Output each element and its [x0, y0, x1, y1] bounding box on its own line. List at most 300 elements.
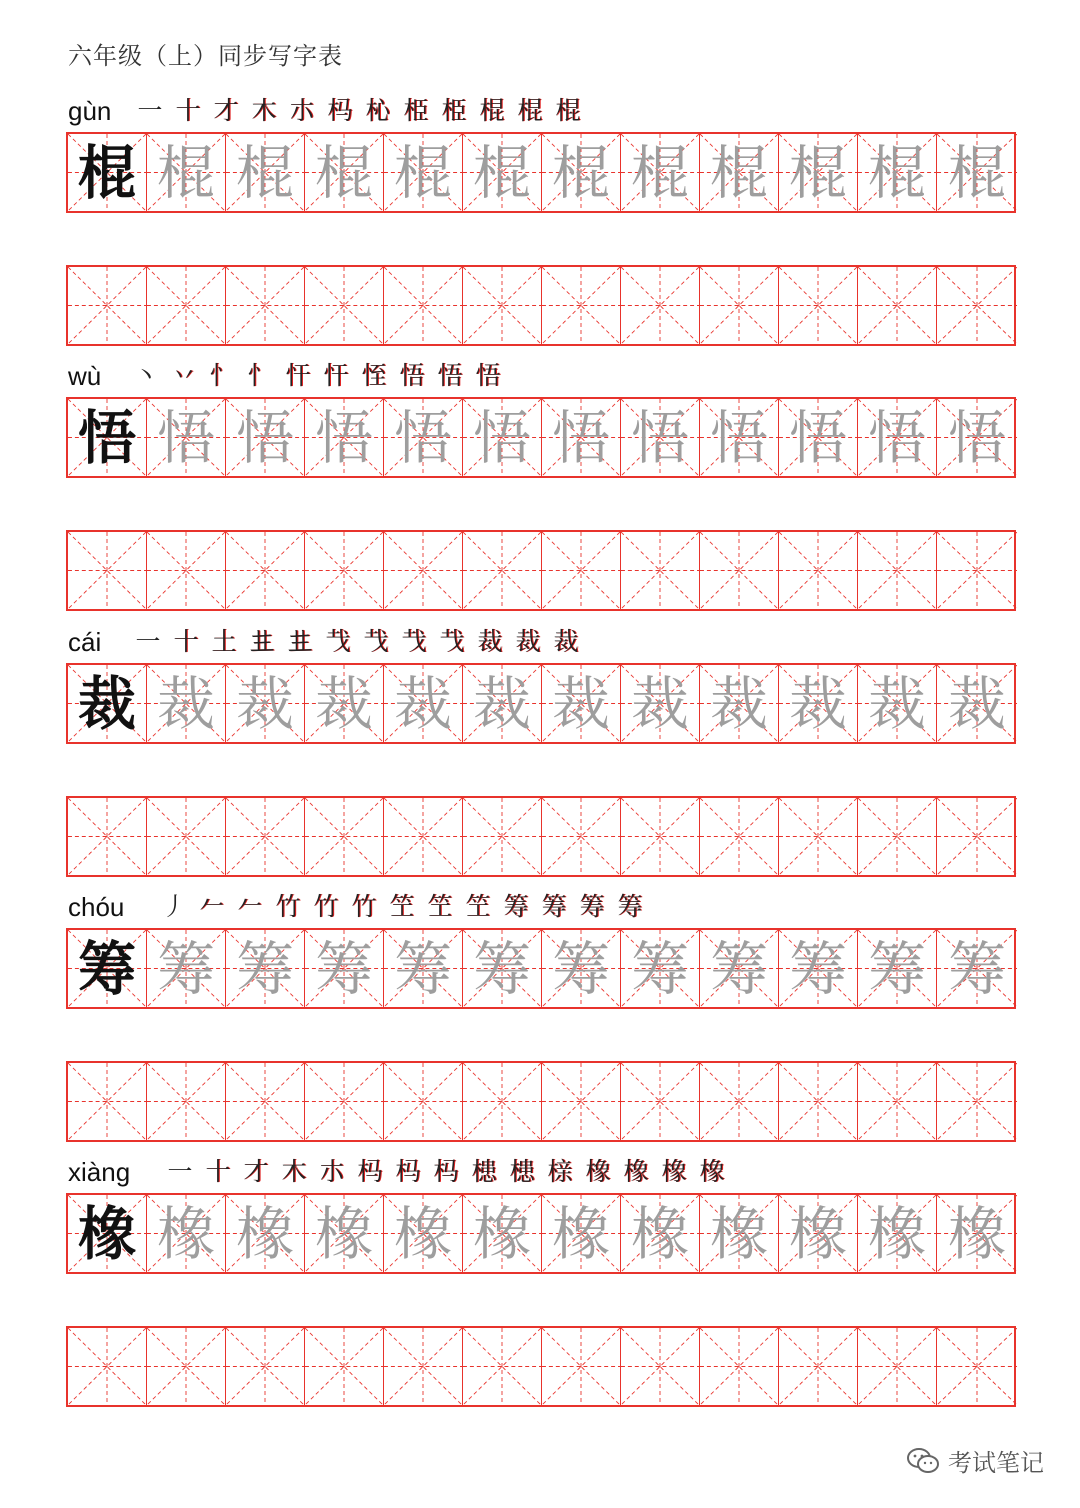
trace-cell: [621, 1195, 700, 1272]
stroke-step: 忄: [247, 361, 273, 390]
tian-grid-guides: [542, 798, 620, 875]
trace-character: 裁: [156, 669, 215, 738]
trace-character: 悟: [788, 403, 847, 472]
trace-cell: [779, 665, 858, 742]
tian-grid-guides: [542, 267, 620, 344]
stroke-order: [162, 1155, 730, 1189]
tian-grid-guides: [68, 1328, 146, 1405]
tian-grid-guides: [937, 1328, 1017, 1405]
trace-character: 橡: [551, 1199, 610, 1268]
tian-grid-guides: [858, 532, 936, 609]
blank-cell[interactable]: [858, 267, 937, 344]
stroke-step: 槵: [509, 1157, 535, 1186]
stroke-step: 忄: [209, 361, 235, 390]
stroke-step: 笁: [389, 892, 415, 921]
blank-cell[interactable]: [621, 1063, 700, 1140]
trace-cell: [621, 930, 700, 1007]
tian-grid-guides: [700, 532, 778, 609]
blank-cell[interactable]: [226, 532, 305, 609]
trace-character: 悟: [393, 403, 452, 472]
trace-character: 棍: [393, 138, 452, 207]
blank-cell[interactable]: [226, 1328, 305, 1405]
pinyin-label: xiàng: [68, 1157, 131, 1187]
blank-cell[interactable]: [937, 1328, 1017, 1405]
blank-cell[interactable]: [68, 1328, 147, 1405]
tian-grid-guides: [226, 532, 304, 609]
stroke-step: 忓: [323, 361, 349, 390]
tian-grid-guides: [147, 532, 225, 609]
blank-cell[interactable]: [779, 532, 858, 609]
trace-character: 裁: [314, 669, 373, 738]
trace-cell: [305, 1195, 384, 1272]
trace-cell: [147, 399, 226, 476]
stroke-step: 筹: [503, 892, 529, 921]
stroke-step: 一: [137, 96, 163, 125]
trace-character: 裁: [551, 669, 610, 738]
stroke-step: 棍: [517, 96, 543, 125]
model-character: 裁: [77, 669, 136, 738]
tian-grid-guides: [463, 532, 541, 609]
trace-cell: [937, 399, 1017, 476]
trace-character: 筹: [788, 934, 847, 1003]
tian-grid-guides: [937, 267, 1017, 344]
tian-grid-guides: [384, 532, 462, 609]
trace-row: [66, 1193, 1016, 1274]
trace-character: 橡: [947, 1199, 1006, 1268]
blank-cell[interactable]: [68, 798, 147, 875]
stroke-step: 朩: [289, 96, 315, 125]
stroke-step: 榇: [547, 1157, 573, 1186]
watermark-label: 考试笔记: [948, 1449, 1044, 1477]
tian-grid-guides: [226, 1063, 304, 1140]
tian-grid-guides: [621, 532, 699, 609]
trace-cell: [147, 665, 226, 742]
trace-character: 裁: [709, 669, 768, 738]
stroke-step: 笁: [465, 892, 491, 921]
trace-character: 棍: [788, 138, 847, 207]
blank-cell[interactable]: [147, 1328, 226, 1405]
blank-cell[interactable]: [226, 267, 305, 344]
trace-character: 悟: [947, 403, 1006, 472]
tian-grid-guides: [463, 1328, 541, 1405]
tian-grid-guides: [937, 1063, 1017, 1140]
tian-grid-guides: [68, 267, 146, 344]
model-cell: [68, 399, 147, 476]
trace-cell: [147, 134, 226, 211]
trace-cell: [147, 1195, 226, 1272]
tian-grid-guides: [68, 798, 146, 875]
blank-cell[interactable]: [779, 267, 858, 344]
blank-cell[interactable]: [384, 532, 463, 609]
blank-cell[interactable]: [542, 267, 621, 344]
stroke-step: 𢦏: [439, 627, 465, 656]
trace-character: 棍: [709, 138, 768, 207]
tian-grid-guides: [147, 267, 225, 344]
tian-grid-guides: [463, 1063, 541, 1140]
blank-cell[interactable]: [463, 532, 542, 609]
stroke-step: 十: [173, 627, 199, 656]
stroke-step: 槵: [471, 1157, 497, 1186]
blank-cell[interactable]: [305, 1063, 384, 1140]
trace-cell: [463, 930, 542, 1007]
trace-cell: [779, 134, 858, 211]
stroke-step: 𠂉: [199, 892, 225, 921]
stroke-order: [130, 625, 584, 659]
trace-cell: [305, 134, 384, 211]
tian-grid-guides: [463, 798, 541, 875]
stroke-step: 𠂉: [237, 892, 263, 921]
stroke-step: 忓: [285, 361, 311, 390]
trace-cell: [305, 930, 384, 1007]
blank-cell[interactable]: [621, 267, 700, 344]
pinyin-label: chóu: [68, 892, 125, 922]
trace-cell: [858, 134, 937, 211]
stroke-step: 筹: [541, 892, 567, 921]
trace-cell: [384, 1195, 463, 1272]
stroke-step: 十: [205, 1157, 231, 1186]
blank-cell[interactable]: [779, 1328, 858, 1405]
trace-cell: [226, 665, 305, 742]
trace-character: 橡: [472, 1199, 531, 1268]
pinyin-label: wù: [68, 361, 102, 391]
character-section: [66, 623, 1016, 877]
tian-grid-guides: [779, 532, 857, 609]
stroke-step: 𢦏: [325, 627, 351, 656]
practice-row: [66, 265, 1016, 346]
blank-cell[interactable]: [68, 532, 147, 609]
blank-cell[interactable]: [384, 1328, 463, 1405]
trace-character: 棍: [235, 138, 294, 207]
trace-cell: [779, 1195, 858, 1272]
blank-cell[interactable]: [700, 1328, 779, 1405]
trace-character: 橡: [156, 1199, 215, 1268]
trace-character: 悟: [630, 403, 689, 472]
trace-cell: [937, 1195, 1017, 1272]
tian-grid-guides: [147, 1328, 225, 1405]
character-header: [66, 888, 1016, 928]
trace-character: 棍: [314, 138, 373, 207]
tian-grid-guides: [68, 1063, 146, 1140]
trace-cell: [147, 930, 226, 1007]
stroke-step: 棍: [555, 96, 581, 125]
blank-cell[interactable]: [858, 798, 937, 875]
trace-character: 裁: [630, 669, 689, 738]
tian-grid-guides: [779, 1063, 857, 1140]
stroke-step: 竹: [275, 892, 301, 921]
tian-grid-guides: [858, 798, 936, 875]
stroke-step: 土: [211, 627, 237, 656]
stroke-step: 橡: [661, 1157, 687, 1186]
stroke-step: 杩: [433, 1157, 459, 1186]
character-section: [66, 357, 1016, 611]
tian-grid-guides: [542, 532, 620, 609]
stroke-step: 栕: [441, 96, 467, 125]
blank-cell[interactable]: [147, 798, 226, 875]
trace-cell: [937, 665, 1017, 742]
blank-cell[interactable]: [463, 1063, 542, 1140]
blank-cell[interactable]: [68, 1063, 147, 1140]
tian-grid-guides: [621, 1063, 699, 1140]
tian-grid-guides: [305, 798, 383, 875]
trace-cell: [226, 134, 305, 211]
stroke-step: 𢦏: [401, 627, 427, 656]
blank-cell[interactable]: [226, 798, 305, 875]
trace-character: 橡: [314, 1199, 373, 1268]
blank-cell[interactable]: [858, 1328, 937, 1405]
tian-grid-guides: [226, 798, 304, 875]
blank-cell[interactable]: [542, 1063, 621, 1140]
trace-character: 棍: [472, 138, 531, 207]
trace-character: 筹: [947, 934, 1006, 1003]
blank-cell[interactable]: [384, 798, 463, 875]
trace-cell: [384, 930, 463, 1007]
trace-cell: [226, 399, 305, 476]
blank-cell[interactable]: [147, 267, 226, 344]
blank-cell[interactable]: [542, 532, 621, 609]
tian-grid-guides: [384, 267, 462, 344]
character-section: [66, 888, 1016, 1142]
trace-cell: [463, 134, 542, 211]
trace-cell: [858, 930, 937, 1007]
trace-cell: [542, 134, 621, 211]
tian-grid-guides: [542, 1063, 620, 1140]
stroke-order: [132, 94, 586, 128]
blank-cell[interactable]: [463, 267, 542, 344]
blank-cell[interactable]: [621, 798, 700, 875]
trace-cell: [779, 930, 858, 1007]
blank-cell[interactable]: [700, 532, 779, 609]
stroke-step: 筹: [617, 892, 643, 921]
trace-cell: [463, 399, 542, 476]
tian-grid-guides: [305, 1328, 383, 1405]
practice-row: [66, 1326, 1016, 1407]
pinyin-label: gùn: [68, 96, 112, 126]
model-cell: [68, 134, 147, 211]
trace-character: 筹: [393, 934, 452, 1003]
stroke-step: 悟: [475, 361, 501, 390]
stroke-step: 才: [243, 1157, 269, 1186]
blank-cell[interactable]: [937, 798, 1017, 875]
trace-cell: [542, 399, 621, 476]
trace-cell: [700, 134, 779, 211]
blank-cell[interactable]: [621, 532, 700, 609]
stroke-step: 橡: [623, 1157, 649, 1186]
trace-character: 悟: [235, 403, 294, 472]
stroke-step: 丿: [161, 892, 187, 921]
tian-grid-guides: [305, 1063, 383, 1140]
trace-cell: [937, 134, 1017, 211]
stroke-step: 丶: [133, 361, 159, 390]
blank-cell[interactable]: [779, 798, 858, 875]
tian-grid-guides: [384, 798, 462, 875]
trace-character: 悟: [472, 403, 531, 472]
stroke-step: 一: [167, 1157, 193, 1186]
blank-cell[interactable]: [700, 267, 779, 344]
blank-cell[interactable]: [700, 1063, 779, 1140]
tian-grid-guides: [858, 1328, 936, 1405]
tian-grid-guides: [147, 798, 225, 875]
stroke-step: 木: [251, 96, 277, 125]
stroke-step: 栕: [403, 96, 429, 125]
tian-grid-guides: [858, 267, 936, 344]
tian-grid-guides: [937, 798, 1017, 875]
tian-grid-guides: [779, 1328, 857, 1405]
character-header: [66, 1153, 1016, 1193]
stroke-step: 笁: [427, 892, 453, 921]
trace-character: 悟: [867, 403, 926, 472]
stroke-step: 裁: [515, 627, 541, 656]
trace-character: 棍: [630, 138, 689, 207]
blank-cell[interactable]: [937, 1063, 1017, 1140]
stroke-step: 裁: [477, 627, 503, 656]
stroke-step: 裁: [553, 627, 579, 656]
tian-grid-guides: [147, 1063, 225, 1140]
stroke-step: 朩: [319, 1157, 345, 1186]
trace-character: 棍: [867, 138, 926, 207]
tian-grid-guides: [621, 1328, 699, 1405]
stroke-step: 橡: [585, 1157, 611, 1186]
trace-cell: [858, 1195, 937, 1272]
tian-grid-guides: [305, 267, 383, 344]
trace-cell: [700, 665, 779, 742]
blank-cell[interactable]: [700, 798, 779, 875]
stroke-step: 丷: [171, 361, 197, 390]
blank-cell[interactable]: [226, 1063, 305, 1140]
model-character: 棍: [77, 138, 136, 207]
trace-character: 筹: [314, 934, 373, 1003]
trace-cell: [463, 665, 542, 742]
trace-character: 悟: [709, 403, 768, 472]
practice-row: [66, 1061, 1016, 1142]
trace-cell: [384, 134, 463, 211]
trace-character: 棍: [947, 138, 1006, 207]
blank-cell[interactable]: [384, 1063, 463, 1140]
stroke-step: 竹: [313, 892, 339, 921]
trace-character: 橡: [630, 1199, 689, 1268]
trace-cell: [779, 399, 858, 476]
trace-cell: [463, 1195, 542, 1272]
trace-cell: [700, 930, 779, 1007]
trace-character: 棍: [156, 138, 215, 207]
trace-cell: [305, 399, 384, 476]
trace-cell: [937, 930, 1017, 1007]
stroke-step: 杩: [327, 96, 353, 125]
stroke-step: 木: [281, 1157, 307, 1186]
stroke-step: 才: [213, 96, 239, 125]
tian-grid-guides: [858, 1063, 936, 1140]
trace-character: 筹: [867, 934, 926, 1003]
trace-cell: [226, 930, 305, 1007]
stroke-step: 悟: [437, 361, 463, 390]
trace-character: 筹: [709, 934, 768, 1003]
blank-cell[interactable]: [463, 1328, 542, 1405]
stroke-step: 杩: [395, 1157, 421, 1186]
trace-character: 裁: [393, 669, 452, 738]
stroke-step: 悟: [399, 361, 425, 390]
trace-character: 裁: [235, 669, 294, 738]
model-character: 悟: [77, 403, 136, 472]
trace-cell: [384, 665, 463, 742]
blank-cell[interactable]: [542, 798, 621, 875]
stroke-step: 十: [175, 96, 201, 125]
wechat-icon: [906, 1446, 940, 1476]
stroke-step: 竹: [351, 892, 377, 921]
trace-character: 裁: [867, 669, 926, 738]
character-section: [66, 1153, 1016, 1407]
stroke-step: 𠀎: [287, 627, 313, 656]
trace-character: 筹: [472, 934, 531, 1003]
trace-character: 裁: [788, 669, 847, 738]
blank-cell[interactable]: [305, 532, 384, 609]
trace-cell: [700, 399, 779, 476]
trace-character: 筹: [630, 934, 689, 1003]
blank-cell[interactable]: [384, 267, 463, 344]
blank-cell[interactable]: [305, 1328, 384, 1405]
trace-cell: [542, 930, 621, 1007]
tian-grid-guides: [226, 1328, 304, 1405]
character-header: [66, 357, 1016, 397]
stroke-order: [156, 890, 648, 924]
pinyin-label: cái: [68, 627, 102, 657]
blank-cell[interactable]: [542, 1328, 621, 1405]
trace-row: [66, 397, 1016, 478]
tian-grid-guides: [621, 798, 699, 875]
trace-cell: [621, 399, 700, 476]
trace-character: 筹: [551, 934, 610, 1003]
stroke-step: 一: [135, 627, 161, 656]
model-character: 筹: [77, 934, 136, 1003]
model-cell: [68, 1195, 147, 1272]
trace-cell: [384, 399, 463, 476]
stroke-step: 筹: [579, 892, 605, 921]
trace-character: 橡: [788, 1199, 847, 1268]
blank-cell[interactable]: [858, 532, 937, 609]
blank-cell[interactable]: [147, 1063, 226, 1140]
blank-cell[interactable]: [68, 267, 147, 344]
trace-character: 橡: [709, 1199, 768, 1268]
blank-cell[interactable]: [147, 532, 226, 609]
blank-cell[interactable]: [937, 532, 1017, 609]
blank-cell[interactable]: [858, 1063, 937, 1140]
tian-grid-guides: [700, 267, 778, 344]
trace-cell: [226, 1195, 305, 1272]
tian-grid-guides: [384, 1063, 462, 1140]
trace-character: 悟: [314, 403, 373, 472]
blank-cell[interactable]: [779, 1063, 858, 1140]
blank-cell[interactable]: [621, 1328, 700, 1405]
tian-grid-guides: [621, 267, 699, 344]
tian-grid-guides: [779, 267, 857, 344]
tian-grid-guides: [700, 798, 778, 875]
character-section: [66, 92, 1016, 346]
trace-row: [66, 663, 1016, 744]
blank-cell[interactable]: [463, 798, 542, 875]
tian-grid-guides: [305, 532, 383, 609]
stroke-step: 棍: [479, 96, 505, 125]
blank-cell[interactable]: [305, 798, 384, 875]
character-header: [66, 92, 1016, 132]
practice-row: [66, 796, 1016, 877]
tian-grid-guides: [463, 267, 541, 344]
stroke-order: [128, 359, 506, 393]
tian-grid-guides: [384, 1328, 462, 1405]
blank-cell[interactable]: [937, 267, 1017, 344]
character-header: [66, 623, 1016, 663]
trace-character: 裁: [472, 669, 531, 738]
model-cell: [68, 930, 147, 1007]
blank-cell[interactable]: [305, 267, 384, 344]
tian-grid-guides: [937, 532, 1017, 609]
